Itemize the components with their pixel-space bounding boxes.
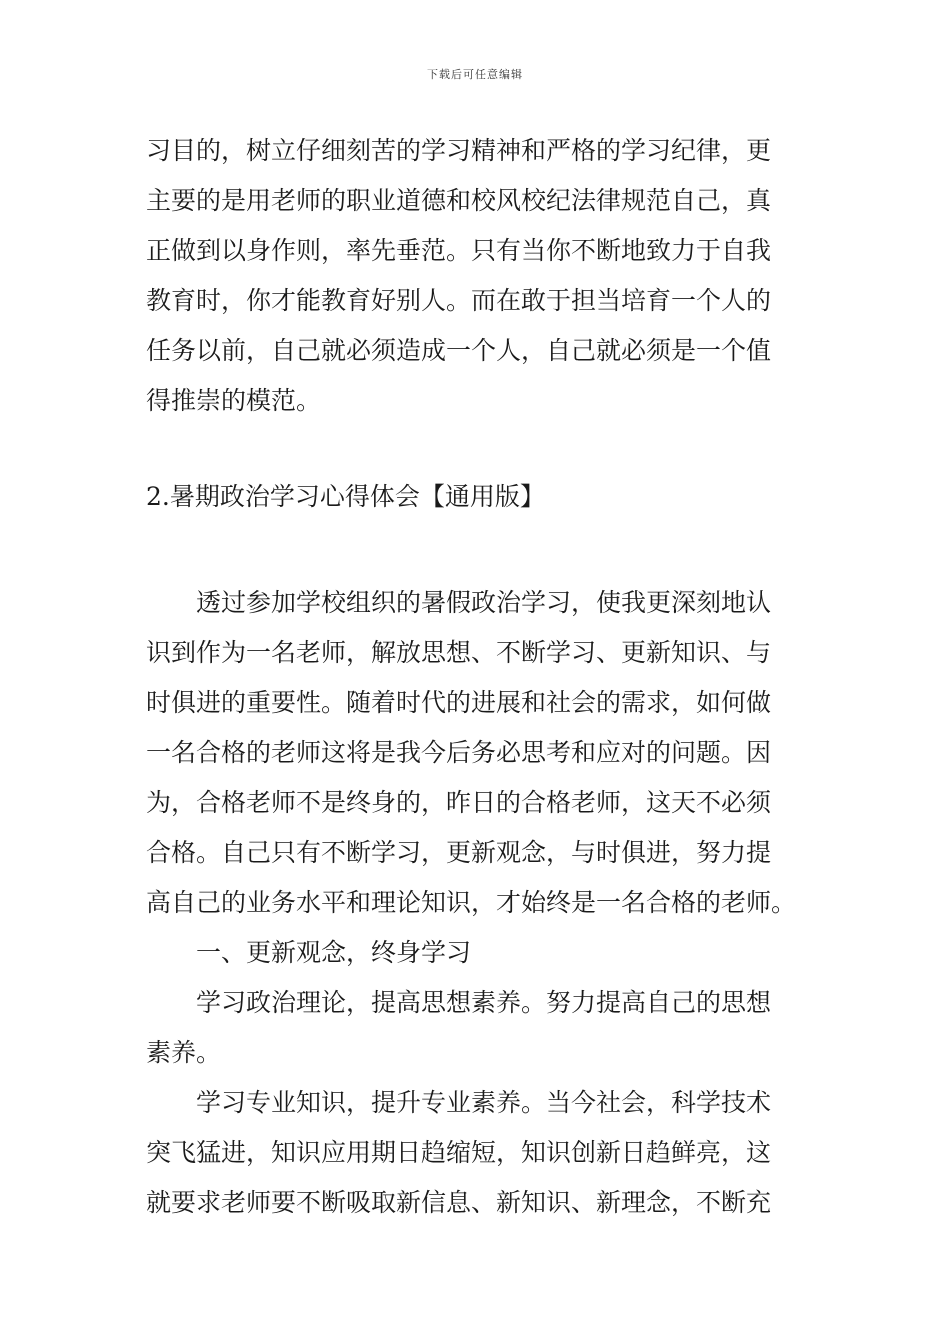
document-body — [146, 126, 808, 1228]
text-line: 得推崇的模范。 — [146, 386, 322, 415]
text-line: 正做到以身作则，率先垂范。只有当你不断地致力于自我 — [146, 236, 772, 265]
text-line: 时俱进的重要性。随着时代的进展和社会的需求，如何做 — [146, 688, 772, 717]
text-line: 透过参加学校组织的暑假政治学习，使我更深刻地认 — [196, 588, 772, 617]
paragraph-professional — [146, 1078, 808, 1228]
text-line: 高自己的业务水平和理论知识，才始终是一名合格的老师。 — [146, 888, 797, 917]
subsection-heading: 一、更新观念，终身学习 — [196, 938, 472, 967]
text-line: 为，合格老师不是终身的，昨日的合格老师，这天不必须 — [146, 788, 772, 817]
text-line: 学习政治理论，提高思想素养。努力提高自己的思想 — [196, 988, 772, 1017]
text-line: 就要求老师要不断吸取新信息、新知识、新理念，不断充 — [146, 1188, 772, 1217]
paragraph-politics — [146, 978, 808, 1078]
page-header-note: 下载后可任意编辑 — [427, 68, 523, 81]
text-line: 突飞猛进，知识应用期日趋缩短，知识创新日趋鲜亮，这 — [146, 1138, 772, 1167]
text-line: 任务以前，自己就必须造成一个人，自己就必须是一个值 — [146, 336, 772, 365]
spacer — [146, 522, 808, 578]
text-line: 学习专业知识，提升专业素养。当今社会，科学技术 — [196, 1088, 772, 1117]
text-line: 素养。 — [146, 1038, 222, 1067]
text-line: 主要的是用老师的职业道德和校风校纪法律规范自己，真 — [146, 186, 772, 215]
section-heading: 2.暑期政治学习心得体会【通用版】 — [146, 482, 545, 511]
spacer — [146, 426, 808, 472]
text-line: 习目的，树立仔细刻苦的学习精神和严格的学习纪律，更 — [146, 136, 772, 165]
paragraph-intro — [146, 578, 808, 928]
text-line: 识到作为一名老师，解放思想、不断学习、更新知识、与 — [146, 638, 772, 667]
text-line: 教育时，你才能教育好别人。而在敢于担当培育一个人的 — [146, 286, 772, 315]
paragraph-continued — [146, 126, 808, 426]
text-line: 一名合格的老师这将是我今后务必思考和应对的问题。因 — [146, 738, 772, 767]
text-line: 合格。自己只有不断学习，更新观念，与时俱进，努力提 — [146, 838, 772, 867]
